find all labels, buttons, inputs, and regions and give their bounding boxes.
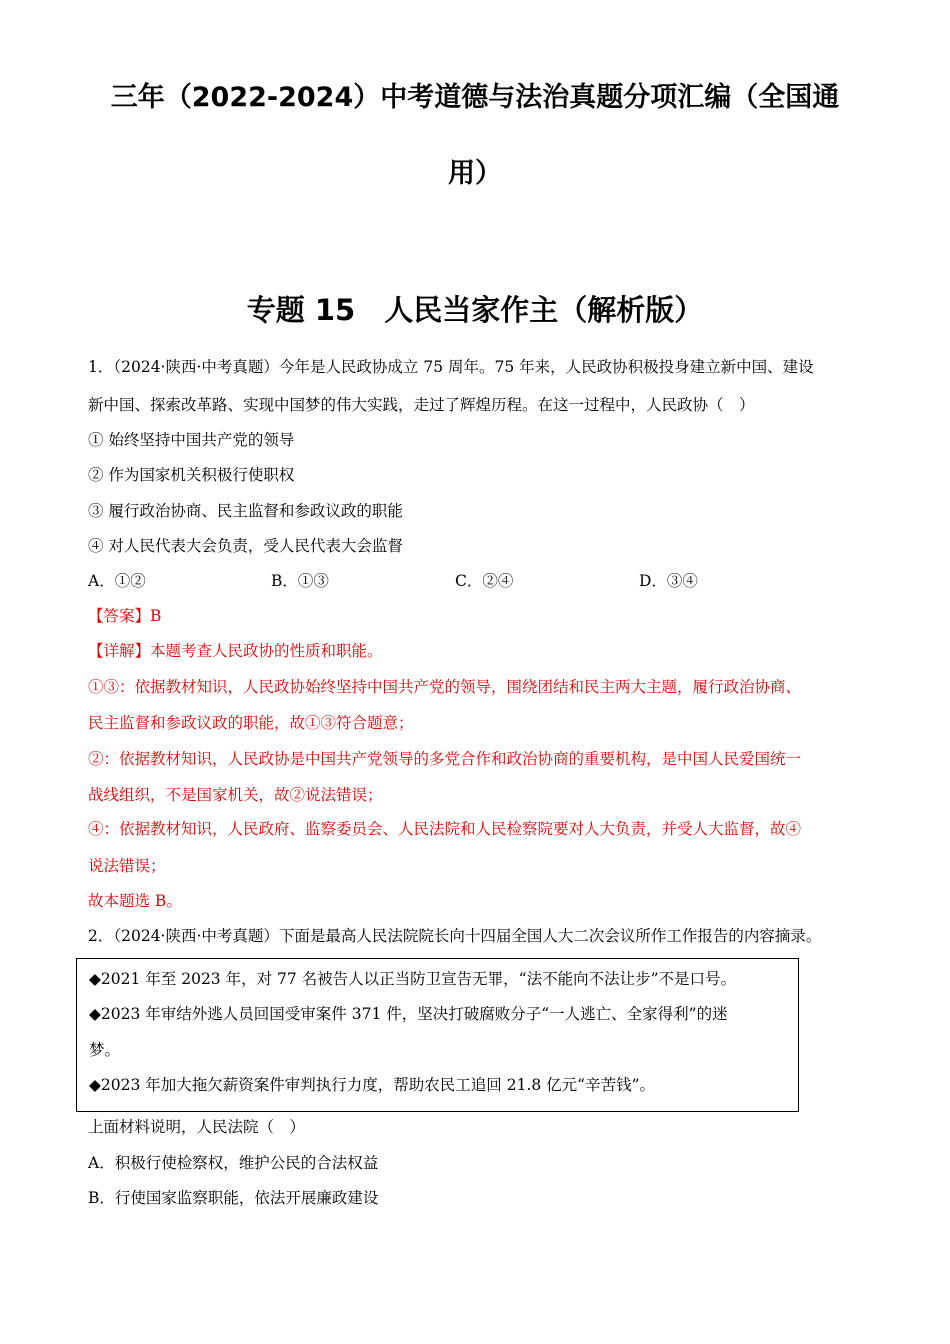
q2-option-a: A．积极行使检察权，维护公民的合法权益 bbox=[88, 1154, 379, 1172]
q1-option-a: A．①② bbox=[88, 572, 146, 590]
q2-material-line-2: ◆2023 年审结外逃人员回国受审案件 371 件，坚决打破腐败分子“一人逃亡、全家得利”的迷 bbox=[89, 1005, 728, 1023]
q1-statement-3: ③ 履行政治协商、民主监督和参政议政的职能 bbox=[88, 502, 403, 520]
q2-stem: 2．（2024·陕西·中考真题）下面是最高人民法院院长向十四届全国人大二次会议所作工作报告的内容摘录。 bbox=[88, 927, 822, 945]
q2-material-line-4: ◆2023 年加大拖欠薪资案件审判执行力度，帮助农民工追回 21.8 亿元“辛苦钱”。 bbox=[89, 1076, 656, 1094]
q1-statement-4: ④ 对人民代表大会负责，受人民代表大会监督 bbox=[88, 537, 403, 555]
q1-explanation-line-6: ④：依据教材知识，人民政府、监察委员会、人民法院和人民检察院要对人大负责，并受人大监督，故④ bbox=[88, 820, 802, 838]
document-title-line-2: 用） bbox=[448, 158, 502, 189]
q1-option-c: C．②④ bbox=[455, 572, 514, 590]
q2-prompt: 上面材料说明，人民法院（ ） bbox=[88, 1118, 306, 1136]
q1-explanation-line-4: ②：依据教材知识，人民政协是中国共产党领导的多党合作和政治协商的重要机构，是中国人民爱国统一 bbox=[88, 750, 802, 768]
q1-explanation-line-3: 民主监督和参政议政的职能，故①③符合题意； bbox=[88, 714, 414, 732]
q1-statement-1: ① 始终坚持中国共产党的领导 bbox=[88, 431, 295, 449]
q2-material-line-1: ◆2021 年至 2023 年，对 77 名被告人以正当防卫宣告无罪，“法不能向不法让步”不是口号。 bbox=[89, 970, 737, 988]
document-title-line-1: 三年（2022-2024）中考道德与法治真题分项汇编（全国通 bbox=[110, 82, 840, 113]
q1-option-b: B．①③ bbox=[271, 572, 329, 590]
q1-explanation-line-5: 战线组织，不是国家机关，故②说法错误； bbox=[88, 786, 383, 804]
topic-subtitle: 专题 15 人民当家作主（解析版） bbox=[246, 293, 704, 327]
q1-option-d: D．③④ bbox=[639, 572, 698, 590]
q2-material-line-3: 梦。 bbox=[89, 1041, 121, 1059]
q2-option-b: B．行使国家监察职能，依法开展廉政建设 bbox=[88, 1189, 379, 1207]
q1-stem-line-2: 新中国、探索改革路、实现中国梦的伟大实践，走过了辉煌历程。在这一过程中，人民政协（ ） bbox=[88, 396, 755, 414]
q1-answer: 【答案】B bbox=[88, 607, 162, 625]
q1-statement-2: ② 作为国家机关积极行使职权 bbox=[88, 466, 295, 484]
q1-stem-line-1: 1．（2024·陕西·中考真题）今年是人民政协成立 75 周年。75 年来，人民政协积极投身建立新中国、建设 bbox=[88, 358, 814, 376]
q1-explanation-line-8: 故本题选 B。 bbox=[88, 892, 182, 910]
q1-explanation-line-2: ①③：依据教材知识，人民政协始终坚持中国共产党的领导，围绕团结和民主两大主题，履行政治协商、 bbox=[88, 678, 802, 696]
q1-explanation-line-1: 【详解】本题考查人民政协的性质和职能。 bbox=[88, 642, 383, 660]
q2-material-box bbox=[76, 958, 799, 1112]
q1-explanation-line-7: 说法错误； bbox=[88, 857, 166, 875]
